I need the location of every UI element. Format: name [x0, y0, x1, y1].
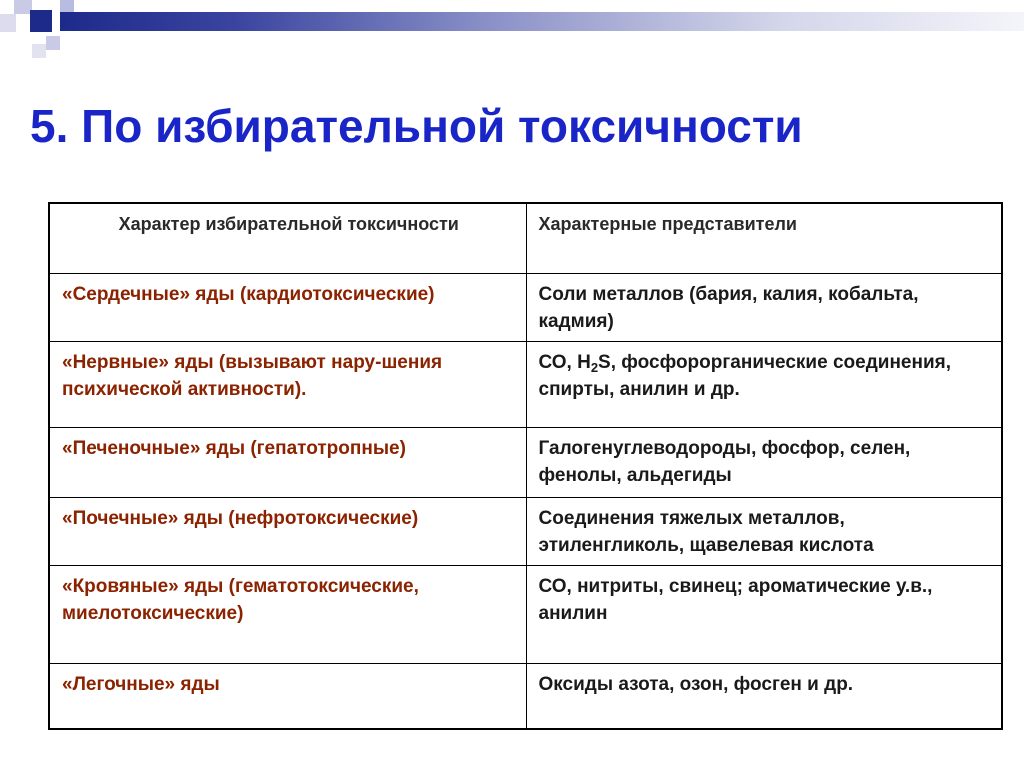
table-row — [49, 341, 1002, 427]
cell-toxicity-type: «Печеночные» яды (гепатотропные) — [49, 427, 526, 497]
cell-representatives: Соли металлов (бария, калия, кобальта, кадмия) — [526, 273, 1002, 341]
cell-representatives: СО, нитриты, свинец; ароматические у.в., анилин — [526, 565, 1002, 663]
decor-square — [32, 44, 46, 58]
cell-representatives — [526, 341, 1002, 427]
formula-text-rest: S, фосфорорганические соединения, спирты, анилин и др. — [538, 351, 952, 400]
decor-square — [0, 14, 16, 32]
formula-subscript: 2 — [590, 359, 599, 375]
cell-toxicity-type: «Почечные» яды (нефротоксические) — [49, 497, 526, 565]
title-decoration — [0, 0, 1024, 60]
table-row — [49, 565, 1002, 663]
cell-toxicity-type: «Сердечные» яды (кардиотоксические) — [49, 273, 526, 341]
cell-representatives: Соединения тяжелых металлов, этиленгликоль, щавелевая кислота — [526, 497, 1002, 565]
cell-toxicity-type: «Нервные» яды (вызывают нару-шения психической активности). — [49, 341, 526, 427]
table-row — [49, 427, 1002, 497]
decor-square — [46, 36, 60, 50]
formula-text: СО, H — [538, 351, 591, 373]
cell-representatives: Галогенуглеводороды, фосфор, селен, фенолы, альдегиды — [526, 427, 1002, 497]
header-representatives: Характерные представители — [526, 203, 1002, 273]
table-header-row — [49, 203, 1002, 273]
cell-toxicity-type: «Легочные» яды — [49, 663, 526, 729]
toxicity-table — [48, 202, 1003, 730]
table-row — [49, 273, 1002, 341]
decor-gradient-bar — [60, 12, 1024, 31]
cell-toxicity-type: «Кровяные» яды (гематотоксические, миелотоксические) — [49, 565, 526, 663]
cell-representatives: Оксиды азота, озон, фосген и др. — [526, 663, 1002, 729]
page-title: 5. По избирательной токсичности — [30, 100, 803, 152]
decor-square — [60, 0, 74, 12]
header-toxicity-type: Характер избирательной токсичности — [49, 203, 526, 273]
table-row — [49, 497, 1002, 565]
decor-square — [30, 10, 52, 32]
table-row — [49, 663, 1002, 729]
